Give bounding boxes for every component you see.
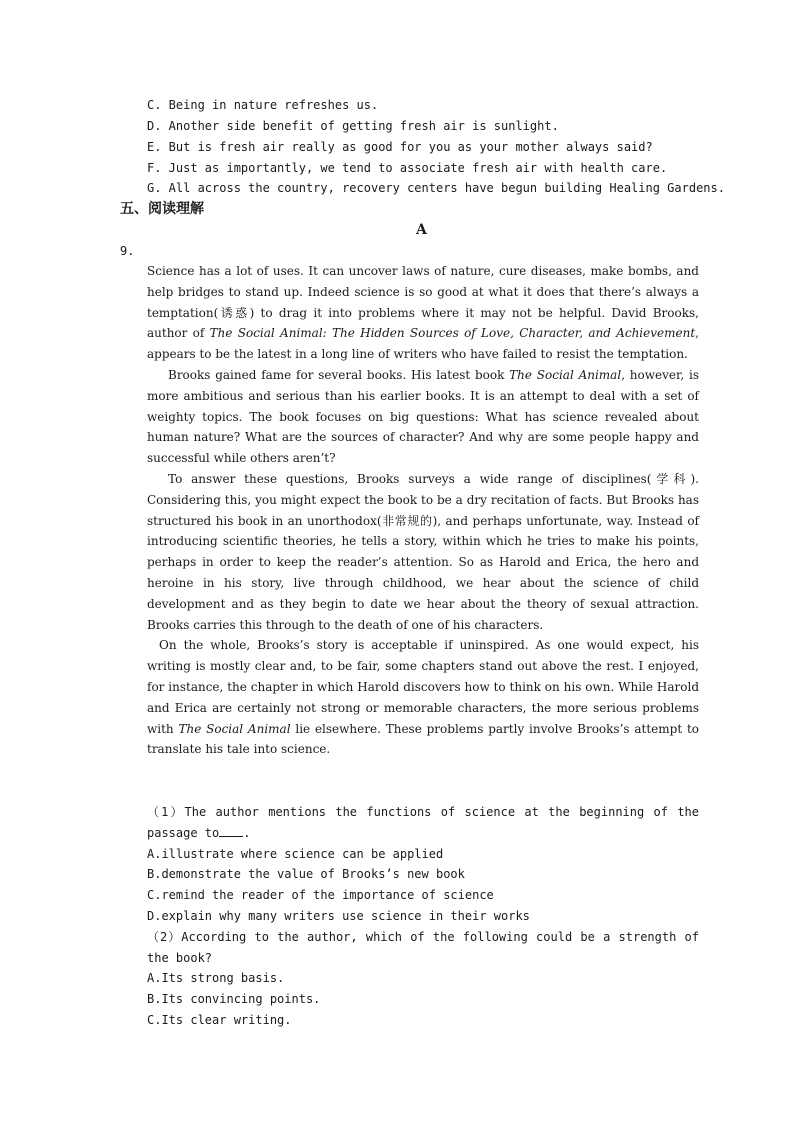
paragraph-1-text-end: , appears to be the latest in a long line of writers who have failed to resist the temptation. — [147, 326, 699, 362]
book-title: The Social Animal — [178, 721, 291, 736]
paragraph-4-text-end: lie elsewhere. These problems partly involve Brooks’s attempt to translate his tale into science. — [147, 721, 700, 757]
option-d: D. Another side benefit of getting fresh air is sunlight. — [147, 119, 559, 133]
paragraph-4-text: On the whole, Brooks’s story is acceptable if uninspired. As one would expect, his writing is mostly clear and, to be fair, some chapters stand out above the rest. I enjoyed, for instance, the chapter in which Harold discovers how to think on his own. While Harold and Erica are certainly not strong or memorable characters, the more serious problems with — [147, 638, 699, 736]
paragraph-2-text: Brooks gained fame for several books. His latest book — [168, 367, 510, 382]
section-title: 五、阅读理解 — [120, 201, 204, 217]
book-title: The Social Animal: The Hidden Sources of Love, Character, and Achievement — [209, 326, 696, 341]
option-c: C. Being in nature refreshes us. — [147, 98, 379, 112]
reading-passage — [147, 261, 699, 760]
question-2-stem: （2）According to the author, which of the following could be a strength of the book? — [147, 929, 699, 965]
question-1-choice-c: C.remind the reader of the importance of science — [147, 888, 494, 903]
question-1-period: . — [243, 825, 251, 840]
option-e: E. But is fresh air really as good for you as your mother always said? — [147, 140, 653, 154]
question-number: 9. — [120, 244, 135, 258]
paragraph-1 — [147, 261, 699, 365]
question-list — [147, 802, 699, 1031]
question-2-choice-c: C.Its clear writing. — [147, 1012, 292, 1027]
question-2-choice-a: A.Its strong basis. — [147, 971, 285, 986]
question-2-choice-b: B.Its convincing points. — [147, 992, 321, 1007]
book-title: The Social Animal — [509, 367, 622, 382]
question-1-text: （1）The author mentions the functions of science at the beginning of the passage to — [147, 805, 699, 840]
question-1-stem — [147, 802, 699, 844]
paragraph-3: To answer these questions, Brooks surveys a wide range of disciplines(学科). Considering this, you might expect the book to be a dry recitation of facts. But Brooks has structured his book in an unorthodox(非常规的), and perhaps unfortunate, way. Instead of introducing scientific theories, he tells a story, within which he tries to make his points, perhaps in order to keep the reader’s attention. So as Harold and Erica, the hero and heroine in his story, live through childhood, we hear about the science of child development and as they begin to date we hear about the theory of sexual attraction. Brooks carries this through to the death of one of his characters. — [147, 471, 699, 632]
part-label: A — [416, 222, 427, 238]
paragraph-2-text-end: , however, is more ambitious and serious than his earlier books. It is an attempt to deal with a set of weighty topics. The book focuses on big questions: What has science revealed about human nature? What are the sources of character? And why are some people happy and successful while others aren’t? — [147, 367, 700, 466]
answer-blank — [219, 824, 243, 837]
question-1-choice-a: A.illustrate where science can be applied — [147, 846, 444, 861]
question-1-choice-d: D.explain why many writers use science in their works — [147, 908, 530, 923]
paragraph-4 — [147, 635, 699, 760]
paragraph-1-text: Science has a lot of uses. It can uncover laws of nature, cure diseases, make bombs, and help bridges to stand up. Indeed science is so good at what it does that there’s always a temptation(诱惑) to drag it into problems where it may not be helpful. David Brooks, author of — [147, 264, 699, 341]
option-g: G. All across the country, recovery centers have begun building Healing Gardens. — [147, 181, 725, 195]
question-1-choice-b: B.demonstrate the value of Brooks’s new book — [147, 867, 465, 882]
paragraph-2 — [147, 365, 699, 469]
option-f: F. Just as importantly, we tend to associate fresh air with health care. — [147, 161, 668, 175]
